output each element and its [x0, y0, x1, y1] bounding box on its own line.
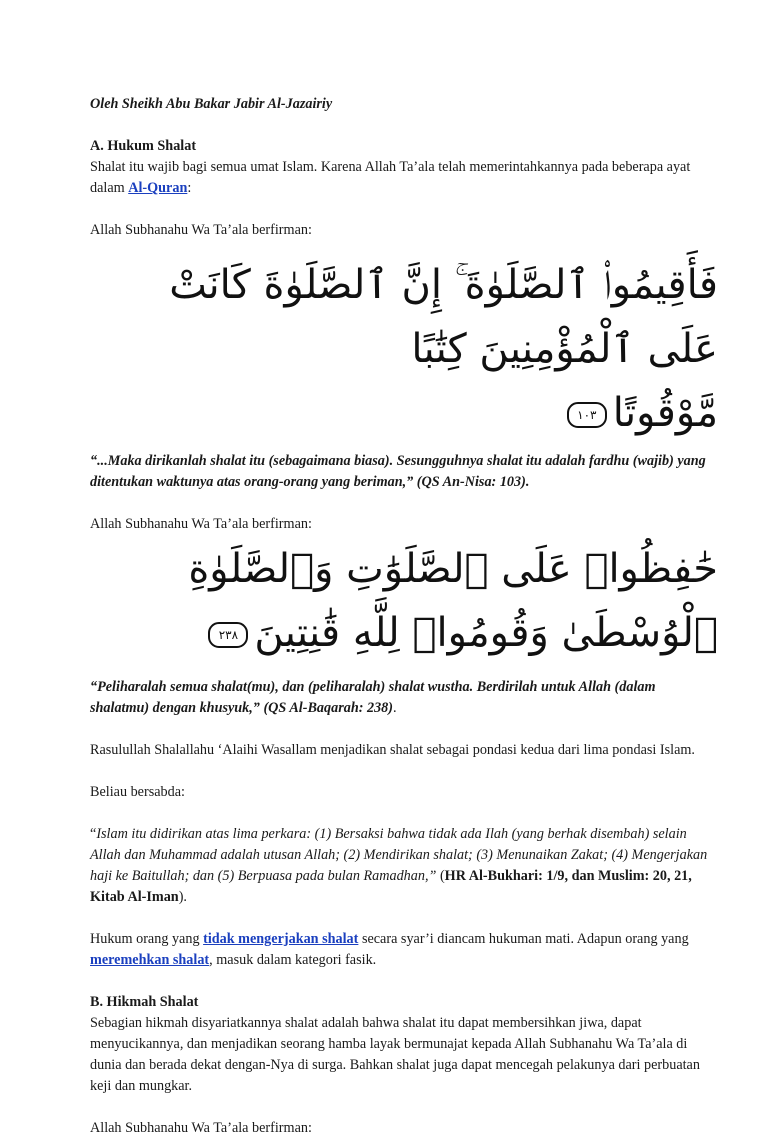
- firman-line-3: Allah Subhanahu Wa Ta’ala berfirman:: [90, 1120, 312, 1136]
- hukum-text-3: , masuk dalam kategori fasik.: [209, 952, 377, 968]
- intro-text: Shalat itu wajib bagi semua umat Islam. Karena Allah Ta’ala telah memerintahkannya pada beberapa ayat dalam: [90, 159, 691, 196]
- hadith-ref-open: (: [436, 868, 445, 884]
- section-b-body: Sebagian hikmah disyariatkannya shalat adalah bahwa shalat itu dapat membersihkan jiwa, dapat menyucikannya, dan menjadikan seorang hamba layak bermunajat kepada Allah Subhanahu Wa Ta’ala di dunia dan berada dekat dengan-Nya di surga. Bahkan shalat juga dapat mencegah pelakunya dari perbuatan keji dan mungkar.: [90, 1015, 700, 1094]
- arabic-verse-line-2: [90, 381, 718, 445]
- firman-line-2: Allah Subhanahu Wa Ta’ala berfirman:: [90, 516, 312, 532]
- intro-end: :: [187, 180, 192, 196]
- rasul-paragraph: Rasulullah Shalallahu ‘Alaihi Wasallam menjadikan shalat sebagai pondasi kedua dari lima pondasi Islam.: [90, 742, 695, 758]
- hukum-paragraph: [90, 929, 718, 971]
- arabic-verse-line-1: فَأَقِيمُوا۟ ٱلصَّلَوٰةَ ۚ إِنَّ ٱلصَّلَوٰةَ كَانَتْ عَلَى ٱلْمُؤْمِنِينَ كِتَٰبًا: [169, 262, 718, 372]
- firman-line-1: Allah Subhanahu Wa Ta’ala berfirman:: [90, 222, 312, 238]
- al-quran-link[interactable]: Al-Quran: [128, 180, 188, 196]
- ayah-number-icon: ٢٣٨: [208, 622, 248, 648]
- translation-1-text: “...Maka dirikanlah shalat itu (sebagaimana biasa). Sesungguhnya shalat itu adalah fardhu (wajib) yang ditentukan waktunya atas orang-orang yang beriman,”: [90, 453, 706, 490]
- section-a-intro: [90, 157, 718, 199]
- translation-2-end: .: [393, 700, 397, 716]
- translation-1-ref: (QS An-Nisa: 103).: [413, 474, 530, 490]
- arabic-verse-line-2-text: مَّوْقُوتًا: [612, 390, 718, 436]
- arabic-verse-2-text: حَٰفِظُوا۟ عَلَى ٱلصَّلَوَٰتِ وَٱلصَّلَوٰةِ ٱلْوُسْطَىٰ وَقُومُوا۟ لِلَّهِ قَٰنِتِينَ: [188, 546, 718, 656]
- hadith-open-quote: “: [90, 826, 97, 842]
- translation-al-baqarah: [90, 677, 718, 719]
- author-line: Oleh Sheikh Abu Bakar Jabir Al-Jazairiy: [90, 96, 333, 112]
- translation-2-text: “Peliharalah semua shalat(mu), dan (peliharalah) shalat wustha. Berdirilah untuk Allah (dalam shalatmu) dengan khusyuk,”: [90, 679, 656, 716]
- hukum-text-1: Hukum orang yang: [90, 931, 204, 947]
- hadith-paragraph: [90, 824, 718, 908]
- translation-2-ref: (QS Al-Baqarah: 238): [259, 700, 393, 716]
- hadith-ref: HR Al-Bukhari: 1/9, dan Muslim: 20, 21, Kitab Al-Iman: [90, 868, 692, 905]
- hukum-text-2: secara syar’i diancam hukuman mati. Adapun orang yang: [358, 931, 689, 947]
- hadith-text: Islam itu didirikan atas lima perkara: (1) Bersaksi bahwa tidak ada Ilah (yang berhak disembah) selain Allah dan Muhammad adalah utusan Allah; (2) Mendirikan shalat; (3) Menunaikan Zakat; (4) Mengerjakan haji ke Baitullah; dan (5) Berpuasa pada bulan Ramadhan,”: [90, 826, 708, 884]
- meremehkan-shalat-link[interactable]: meremehkan shalat: [90, 952, 210, 968]
- ayah-number-icon: ١٠٣: [567, 402, 607, 428]
- tidak-mengerjakan-shalat-link[interactable]: tidak mengerjakan shalat: [203, 931, 359, 947]
- section-b-heading: B. Hikmah Shalat: [90, 994, 199, 1010]
- arabic-verse-al-baqarah: [90, 537, 718, 665]
- translation-an-nisa: [90, 451, 718, 493]
- beliau-line: Beliau bersabda:: [90, 784, 185, 800]
- section-a-heading: A. Hukum Shalat: [90, 138, 197, 154]
- arabic-verse-an-nisa: [90, 253, 718, 445]
- hadith-ref-close: ).: [178, 889, 187, 905]
